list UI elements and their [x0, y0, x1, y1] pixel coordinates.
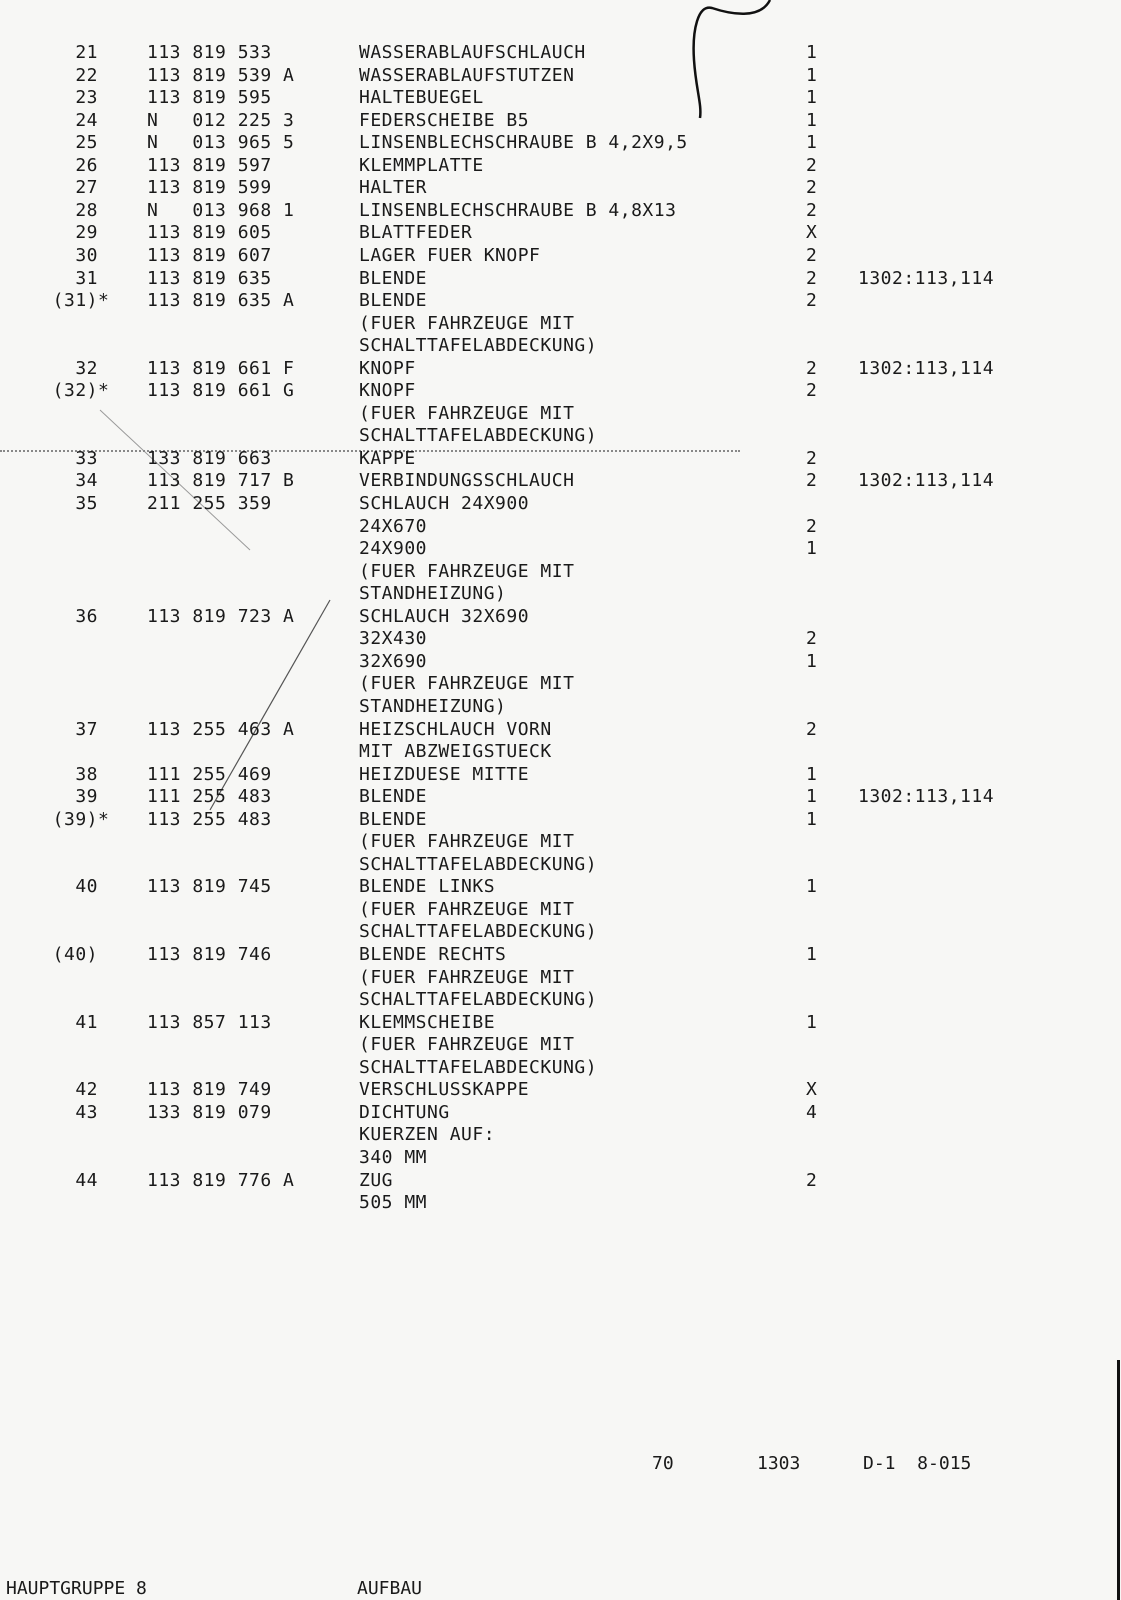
table-row	[0, 561, 1121, 583]
quantity: X	[806, 222, 818, 244]
quantity: 1	[806, 786, 818, 808]
part-description: (FUER FAHRZEUGE MIT	[359, 560, 575, 582]
table-row	[0, 380, 1121, 402]
part-description: (FUER FAHRZEUGE MIT	[359, 673, 575, 695]
quantity: 1	[806, 87, 818, 109]
part-description: LAGER FUER KNOPF	[359, 244, 541, 266]
table-row	[0, 403, 1121, 425]
table-row	[0, 335, 1121, 357]
table-row	[0, 1124, 1121, 1146]
part-description: MIT ABZWEIGSTUECK	[359, 741, 552, 763]
part-description: SCHALTTAFELABDECKUNG)	[359, 989, 598, 1011]
quantity: 1	[806, 1011, 818, 1033]
table-row	[0, 921, 1121, 943]
quantity: 2	[806, 357, 818, 379]
quantity: 1	[806, 109, 818, 131]
position-number: 33	[75, 447, 98, 469]
table-row	[0, 1102, 1121, 1124]
table-row	[0, 425, 1121, 447]
quantity: X	[806, 1079, 818, 1101]
part-number: 113 819 635 A	[147, 290, 295, 312]
part-number: 133 819 663	[147, 447, 272, 469]
part-description: ZUG	[359, 1169, 394, 1191]
part-description: KUERZEN AUF:	[359, 1124, 496, 1146]
position-number: 43	[75, 1101, 98, 1123]
part-description: 32X690	[359, 650, 428, 672]
reference-code: 1302:113,114	[858, 267, 995, 289]
table-row	[0, 719, 1121, 741]
table-row	[0, 673, 1121, 695]
quantity: 1	[806, 132, 818, 154]
position-number: 38	[75, 763, 98, 785]
part-description: SCHALTTAFELABDECKUNG)	[359, 335, 598, 357]
table-row	[0, 155, 1121, 177]
position-number: (39)	[52, 808, 98, 830]
variant-marker: *	[98, 290, 110, 312]
table-row	[0, 764, 1121, 786]
position-number: (40)	[52, 944, 98, 965]
part-number: 113 819 533	[147, 42, 272, 63]
quantity: 1	[806, 808, 818, 830]
table-row	[0, 989, 1121, 1011]
part-description: HEIZSCHLAUCH VORN	[359, 718, 552, 740]
part-description: STANDHEIZUNG)	[359, 695, 507, 717]
quantity: 1	[806, 876, 818, 898]
quantity: 1	[806, 944, 818, 965]
position-number: 25	[75, 132, 98, 154]
part-number: 113 819 635	[147, 267, 272, 289]
part-description: BLENDE RECHTS	[359, 944, 507, 965]
part-description: SCHALTTAFELABDECKUNG)	[359, 921, 598, 943]
table-row	[0, 606, 1121, 628]
table-row	[0, 628, 1121, 650]
part-description: BLENDE	[359, 290, 428, 312]
quantity: 2	[806, 380, 818, 402]
reference-code: 1302:113,114	[858, 786, 995, 808]
footer-sheet-number: D-1 8-015	[863, 1453, 972, 1474]
part-number: 133 819 079	[147, 1101, 272, 1123]
quantity: 2	[806, 199, 818, 221]
part-number: 113 819 661 G	[147, 380, 295, 402]
part-description: (FUER FAHRZEUGE MIT	[359, 312, 575, 334]
part-description: WASSERABLAUFSTUTZEN	[359, 64, 575, 86]
quantity: 2	[806, 1169, 818, 1191]
scan-edge	[1117, 1360, 1120, 1600]
position-number: 41	[75, 1011, 98, 1033]
table-row	[0, 268, 1121, 290]
part-number: 113 857 113	[147, 1011, 272, 1033]
part-description: SCHALTTAFELABDECKUNG)	[359, 853, 598, 875]
part-description: SCHLAUCH 32X690	[359, 605, 530, 627]
position-number: (31)	[52, 290, 98, 312]
part-number: 113 819 605	[147, 222, 272, 244]
quantity: 2	[806, 515, 818, 537]
reference-code: 1302:113,114	[858, 357, 995, 379]
table-row	[0, 1192, 1121, 1214]
quantity: 2	[806, 154, 818, 176]
table-row	[0, 944, 1121, 966]
part-description: BLENDE	[359, 808, 428, 830]
variant-marker: *	[98, 380, 110, 402]
part-description: STANDHEIZUNG)	[359, 583, 507, 605]
part-description: HALTER	[359, 177, 428, 199]
quantity: 2	[806, 244, 818, 266]
position-number: 36	[75, 605, 98, 627]
part-description: KLEMMPLATTE	[359, 154, 484, 176]
position-number: 23	[75, 87, 98, 109]
position-number: (32)	[52, 380, 98, 402]
quantity: 4	[806, 1101, 818, 1123]
table-row	[0, 470, 1121, 492]
part-number: 113 819 599	[147, 177, 272, 199]
table-row	[0, 1079, 1121, 1101]
table-row	[0, 493, 1121, 515]
table-row	[0, 448, 1121, 470]
part-description: SCHLAUCH 24X900	[359, 493, 530, 514]
part-description: 24X670	[359, 515, 428, 537]
table-row	[0, 1147, 1121, 1169]
position-number: 30	[75, 244, 98, 266]
part-description: 24X900	[359, 538, 428, 560]
quantity: 2	[806, 470, 818, 492]
table-row	[0, 583, 1121, 605]
part-description: VERBINDUNGSSCHLAUCH	[359, 470, 575, 492]
position-number: 26	[75, 154, 98, 176]
part-description: (FUER FAHRZEUGE MIT	[359, 966, 575, 988]
table-row	[0, 110, 1121, 132]
part-description: KNOPF	[359, 380, 416, 402]
part-number: 111 255 469	[147, 763, 272, 785]
position-number: 34	[75, 470, 98, 492]
table-row	[0, 87, 1121, 109]
part-description: KAPPE	[359, 447, 416, 469]
position-number: 39	[75, 786, 98, 808]
position-number: 42	[75, 1079, 98, 1101]
part-description: WASSERABLAUFSCHLAUCH	[359, 42, 586, 63]
position-number: 28	[75, 199, 98, 221]
part-number: 113 255 483	[147, 808, 272, 830]
part-number: 113 819 595	[147, 87, 272, 109]
part-number: 111 255 483	[147, 786, 272, 808]
quantity: 2	[806, 447, 818, 469]
part-description: DICHTUNG	[359, 1101, 450, 1123]
table-row	[0, 313, 1121, 335]
quantity: 2	[806, 267, 818, 289]
table-row	[0, 290, 1121, 312]
quantity: 1	[806, 650, 818, 672]
table-row	[0, 809, 1121, 831]
part-number: 211 255 359	[147, 493, 272, 514]
part-description: SCHALTTAFELABDECKUNG)	[359, 1056, 598, 1078]
table-row	[0, 222, 1121, 244]
part-description: LINSENBLECHSCHRAUBE B 4,8X13	[359, 199, 677, 221]
table-row	[0, 741, 1121, 763]
footer-code: 1303	[757, 1453, 801, 1474]
footer-page-number: 70	[652, 1453, 674, 1474]
part-number: 113 819 776 A	[147, 1169, 295, 1191]
part-description: KNOPF	[359, 357, 416, 379]
quantity: 1	[806, 42, 818, 63]
part-number: 113 819 607	[147, 244, 272, 266]
table-row	[0, 200, 1121, 222]
part-description: 505 MM	[359, 1192, 428, 1214]
table-row	[0, 967, 1121, 989]
position-number: 21	[75, 42, 98, 63]
position-number: 22	[75, 64, 98, 86]
reference-code: 1302:113,114	[858, 470, 995, 492]
quantity: 1	[806, 763, 818, 785]
part-number: 113 819 717 B	[147, 470, 295, 492]
part-description: 32X430	[359, 628, 428, 650]
section-label: AUFBAU	[357, 1578, 423, 1599]
quantity: 2	[806, 718, 818, 740]
table-row	[0, 538, 1121, 560]
table-row	[0, 854, 1121, 876]
part-number: N 013 965 5	[147, 132, 295, 154]
part-description: LINSENBLECHSCHRAUBE B 4,2X9,5	[359, 132, 688, 154]
position-number: 29	[75, 222, 98, 244]
part-description: FEDERSCHEIBE B5	[359, 109, 530, 131]
part-description: (FUER FAHRZEUGE MIT	[359, 898, 575, 920]
table-row	[0, 1012, 1121, 1034]
table-row	[0, 696, 1121, 718]
position-number: 24	[75, 109, 98, 131]
position-number: 32	[75, 357, 98, 379]
position-number: 44	[75, 1169, 98, 1191]
table-row	[0, 132, 1121, 154]
table-row	[0, 1034, 1121, 1056]
table-row	[0, 516, 1121, 538]
main-group-label: HAUPTGRUPPE 8	[6, 1578, 147, 1599]
part-number: 113 819 597	[147, 154, 272, 176]
part-description: VERSCHLUSSKAPPE	[359, 1079, 530, 1101]
table-row	[0, 1057, 1121, 1079]
part-description: BLENDE	[359, 786, 428, 808]
part-description: HEIZDUESE MITTE	[359, 763, 530, 785]
part-number: 113 819 749	[147, 1079, 272, 1101]
position-number: 27	[75, 177, 98, 199]
table-row	[0, 651, 1121, 673]
part-description: SCHALTTAFELABDECKUNG)	[359, 425, 598, 447]
part-description: 340 MM	[359, 1146, 428, 1168]
part-number: 113 819 745	[147, 876, 272, 898]
part-description: BLENDE LINKS	[359, 876, 496, 898]
position-number: 40	[75, 876, 98, 898]
quantity: 2	[806, 290, 818, 312]
table-row	[0, 786, 1121, 808]
quantity: 2	[806, 628, 818, 650]
part-description: BLATTFEDER	[359, 222, 473, 244]
part-number: N 013 968 1	[147, 199, 295, 221]
quantity: 1	[806, 64, 818, 86]
variant-marker: *	[98, 808, 110, 830]
table-row	[0, 42, 1121, 64]
quantity: 1	[806, 538, 818, 560]
part-description: (FUER FAHRZEUGE MIT	[359, 1034, 575, 1056]
part-number: 113 819 746	[147, 944, 272, 965]
table-row	[0, 65, 1121, 87]
part-description: BLENDE	[359, 267, 428, 289]
position-number: 31	[75, 267, 98, 289]
position-number: 37	[75, 718, 98, 740]
part-number: N 012 225 3	[147, 109, 295, 131]
part-description: (FUER FAHRZEUGE MIT	[359, 831, 575, 853]
table-row	[0, 177, 1121, 199]
part-number: 113 819 661 F	[147, 357, 295, 379]
part-description: (FUER FAHRZEUGE MIT	[359, 402, 575, 424]
part-description: KLEMMSCHEIBE	[359, 1011, 496, 1033]
part-description: HALTEBUEGEL	[359, 87, 484, 109]
part-number: 113 819 539 A	[147, 64, 295, 86]
table-row	[0, 876, 1121, 898]
quantity: 2	[806, 177, 818, 199]
table-row	[0, 899, 1121, 921]
table-row	[0, 1170, 1121, 1192]
position-number: 35	[75, 493, 98, 514]
table-row	[0, 358, 1121, 380]
part-number: 113 819 723 A	[147, 605, 295, 627]
table-row	[0, 245, 1121, 267]
part-number: 113 255 463 A	[147, 718, 295, 740]
table-row	[0, 831, 1121, 853]
